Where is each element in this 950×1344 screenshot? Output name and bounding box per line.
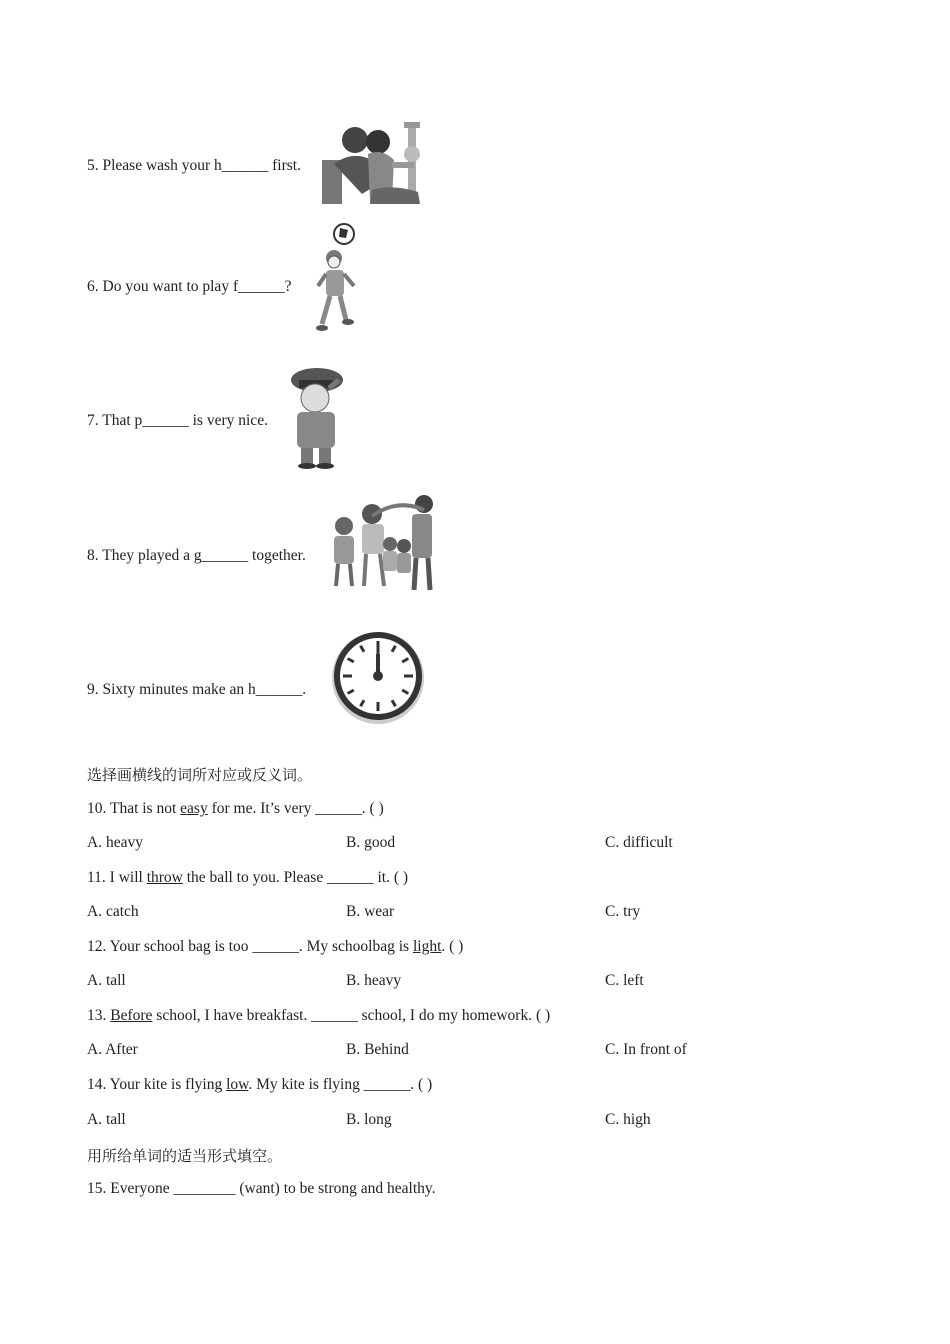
policeman-illustration [285, 358, 347, 470]
question-5: 5. Please wash your h______ first. [87, 157, 301, 174]
question-9: 9. Sixty minutes make an h______. [87, 681, 307, 698]
option-c[interactable]: C. difficult [605, 834, 673, 851]
question-10: 10. That is not easy for me. It’s very ______. ( ) [87, 800, 384, 817]
option-a[interactable]: A. tall [87, 1111, 126, 1128]
question-8: 8. They played a g______ together. [87, 547, 306, 564]
option-a[interactable]: A. heavy [87, 834, 143, 851]
option-b[interactable]: B. good [346, 834, 396, 851]
question-7: 7. That p______ is very nice. [87, 412, 268, 429]
question-11: 11. I will throw the ball to you. Please ______ it. ( ) [87, 869, 409, 886]
option-b[interactable]: B. Behind [346, 1041, 409, 1058]
option-c[interactable]: C. try [605, 903, 641, 920]
option-a[interactable]: A. tall [87, 972, 126, 989]
section-heading-synonyms: 选择画横线的词所对应或反义词。 [87, 766, 313, 784]
option-b[interactable]: B. long [346, 1111, 392, 1128]
football-boy-illustration [312, 220, 362, 336]
option-c[interactable]: C. left [605, 972, 644, 989]
option-a[interactable]: A. After [87, 1041, 138, 1058]
option-a[interactable]: A. catch [87, 903, 139, 920]
option-c[interactable]: C. high [605, 1111, 651, 1128]
option-b[interactable]: B. heavy [346, 972, 402, 989]
washing-hands-illustration [322, 120, 428, 204]
section-heading-word-forms: 用所给单词的适当形式填空。 [87, 1147, 283, 1165]
option-b[interactable]: B. wear [346, 903, 395, 920]
question-14: 14. Your kite is flying low. My kite is flying ______. ( ) [87, 1076, 433, 1093]
clock-illustration [328, 628, 426, 726]
question-13: 13. Before school, I have breakfast. ______ school, I do my homework. ( ) [87, 1007, 551, 1024]
question-15: 15. Everyone ________ (want) to be strong and healthy. [87, 1180, 436, 1197]
question-6: 6. Do you want to play f______? [87, 278, 292, 295]
question-12: 12. Your school bag is too ______. My schoolbag is light. ( ) [87, 938, 464, 955]
family-game-illustration [328, 490, 434, 594]
option-c[interactable]: C. In front of [605, 1041, 687, 1058]
